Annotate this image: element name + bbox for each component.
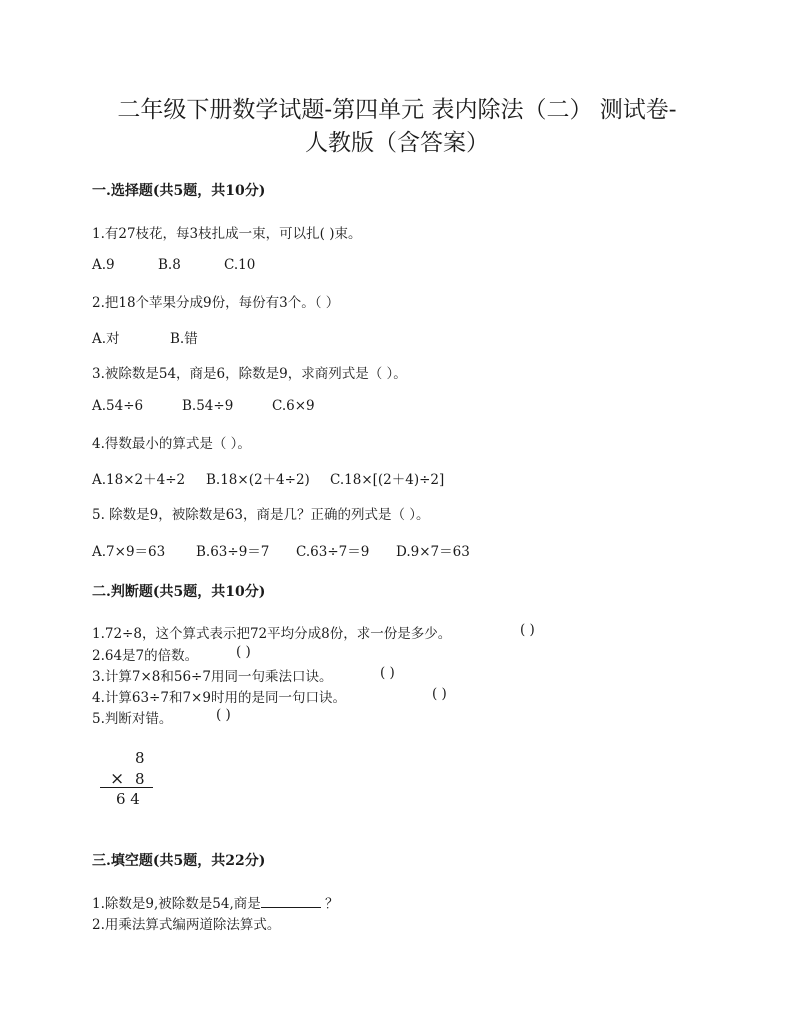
- q1-option-b: B.8: [158, 257, 181, 273]
- q1-option-a: A.9: [92, 257, 115, 273]
- fill-question-1-text: 1.除数是9,被除数是54,商是: [92, 896, 261, 912]
- document-title-line-2: 人教版（含答案）: [305, 130, 489, 156]
- q5-option-c: C.63÷7＝9: [296, 544, 370, 560]
- question-1: 1.有27枝花，每3枝扎成一束，可以扎( )束。: [92, 226, 362, 242]
- vertical-calc-result: 6 4: [116, 790, 140, 808]
- q5-option-b: B.63÷9＝7: [196, 544, 270, 560]
- tf-item-2-answer-paren: ( ): [236, 644, 251, 660]
- q4-option-c: C.18×[(2＋4)÷2]: [330, 472, 445, 488]
- q1-option-c: C.10: [224, 257, 256, 273]
- question-3: 3.被除数是54，商是6，除数是9，求商列式是（ ）。: [92, 366, 407, 382]
- q5-option-a: A.7×9＝63: [92, 544, 166, 560]
- tf-item-5: 5.判断对错。: [92, 711, 173, 727]
- tf-item-1-answer-paren: ( ): [520, 622, 535, 638]
- q2-option-a: A.对: [92, 331, 120, 347]
- fill-question-1-suffix: ？: [325, 896, 339, 912]
- q3-option-c: C.6×9: [272, 398, 315, 414]
- question-4: 4.得数最小的算式是（ ）。: [92, 436, 251, 452]
- tf-item-3-answer-paren: ( ): [380, 665, 395, 681]
- tf-item-2: 2.64是7的倍数。: [92, 648, 199, 664]
- document-title-line-1: 二年级下册数学试题-第四单元 表内除法（二） 测试卷-: [117, 97, 677, 123]
- tf-item-1: 1.72÷8，这个算式表示把72平均分成8份，求一份是多少。: [92, 626, 452, 642]
- q5-option-d: D.9×7＝63: [396, 544, 470, 560]
- multiply-sign: ×: [110, 769, 125, 789]
- vertical-calc-top-digit: 8: [135, 749, 145, 767]
- tf-item-5-answer-paren: ( ): [216, 707, 231, 723]
- tf-item-3: 3.计算7×8和56÷7用同一句乘法口诀。: [92, 669, 333, 685]
- fill-question-2: 2.用乘法算式编两道除法算式。: [92, 917, 281, 933]
- tf-item-4: 4.计算63÷7和7×9时用的是同一句口诀。: [92, 690, 346, 706]
- question-2: 2.把18个苹果分成9份，每份有3个。（ ）: [92, 295, 340, 311]
- q3-option-a: A.54÷6: [92, 398, 144, 414]
- q4-option-b: B.18×(2＋4÷2): [206, 472, 310, 488]
- section-heading-multiple-choice: 一.选择题(共5题，共10分): [92, 183, 266, 199]
- fill-question-1: [92, 892, 339, 912]
- q4-option-a: A.18×2＋4÷2: [92, 472, 186, 488]
- q2-option-b: B.错: [170, 331, 198, 347]
- answer-blank: [261, 895, 321, 908]
- vertical-calc-second-digit: 8: [135, 770, 145, 788]
- tf-item-4-answer-paren: ( ): [432, 686, 447, 702]
- section-heading-fill-in: 三.填空题(共5题，共22分): [92, 853, 266, 869]
- vertical-calc-rule: [100, 787, 153, 788]
- section-heading-true-false: 二.判断题(共5题，共10分): [92, 584, 266, 600]
- question-5: 5. 除数是9，被除数是63，商是几？正确的列式是（ ）。: [92, 507, 430, 523]
- q3-option-b: B.54÷9: [182, 398, 234, 414]
